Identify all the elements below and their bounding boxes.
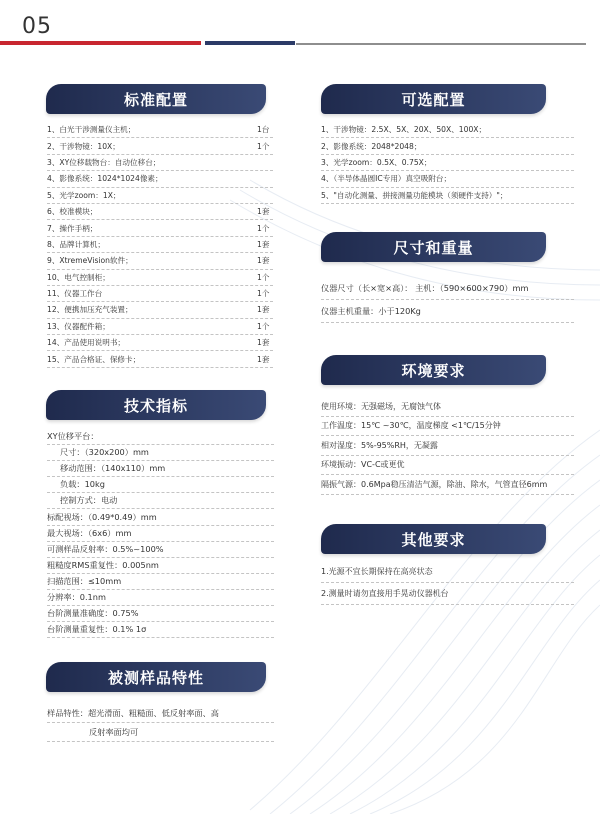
standard-config-item [47,188,273,204]
item-quantity: 1套 [257,305,270,315]
item-name: 3、XY位移载物台：自动位移台； [47,157,161,167]
sample-spec-header: 被测样品特性 [46,662,266,692]
standard-config-item [47,220,273,236]
other-requirements-header: 其他要求 [321,524,546,554]
item-name: 2、干涉物镜：10X； [47,141,120,151]
item-quantity: 1套 [257,207,270,217]
top-bar-grey-line [296,43,586,45]
sample-line-1: 样品特性：超光滑面、粗糙面、低反射率面、高 [47,704,274,723]
other-requirement-item: 1.光源不宜长期保持在高亮状态 [321,561,574,583]
standard-config-item [47,122,273,138]
environment-list [321,397,574,495]
size-weight-list [321,277,574,323]
item-quantity: 1台 [257,125,270,135]
environment-item: 环境振动：VC-C或更优 [321,456,574,476]
standard-config-item [47,253,273,269]
standard-config-item [47,319,273,335]
item-quantity: 1个 [257,272,270,282]
environment-item: 使用环境：无强磁场，无腐蚀气体 [321,397,574,417]
tech-spec-item: 可测样品反射率：0.5%~100% [47,542,274,558]
environment-item: 隔振气源：0.6Mpa稳压清洁气源，除油、除水，气管直径6mm [321,475,574,495]
tech-spec-item: 标配视场：（0.49*0.49）mm [47,509,274,525]
optional-config-item: 3、光学zoom：0.5X、0.75X； [321,155,574,171]
item-name: 1、白光干涉测量仪主机； [47,125,136,135]
item-quantity: 1个 [257,223,270,233]
standard-config-item [47,237,273,253]
tech-spec-item: 台阶测量重复性：0.1% 1σ [47,622,274,638]
optional-config-item: 4、（半导体晶圆IC专用）真空吸附台； [321,171,574,187]
item-name: 12、便携加压充气装置； [47,305,133,315]
environment-header: 环境要求 [321,355,546,385]
optional-config-list [321,122,574,204]
tech-spec-item: 分辨率：0.1nm [47,590,274,606]
tech-spec-item: 台阶测量准确度：0.75% [47,606,274,622]
tech-spec-item: 扫描范围：≤10mm [47,574,274,590]
standard-config-item [47,204,273,220]
item-name: 7、操作手柄； [47,223,98,233]
other-requirements-list [321,561,574,605]
item-name: 10、电气控制柜； [47,272,110,282]
tech-spec-item: 控制方式：电动 [47,493,274,509]
standard-config-list [47,122,273,368]
item-quantity: 1套 [257,338,270,348]
item-quantity: 1个 [257,321,270,331]
size-weight-item: 仪器尺寸（长×宽×高）： 主机：（590×600×790）mm [321,277,574,300]
standard-config-item [47,138,273,154]
item-name: 13、仪器配件箱； [47,321,110,331]
tech-spec-item: 粗糙度RMS重复性：0.005nm [47,558,274,574]
optional-config-header: 可选配置 [321,84,546,114]
page-number: 05 [22,14,52,39]
item-name: 15、产品合格证、保修卡； [47,354,141,364]
standard-config-item [47,335,273,351]
tech-spec-item: XY位移平台： [47,429,274,445]
item-quantity: 1个 [257,289,270,299]
tech-spec-item: 负载：10kg [47,477,274,493]
standard-config-header: 标准配置 [46,84,266,114]
item-quantity: 1套 [257,354,270,364]
standard-config-item [47,302,273,318]
standard-config-item [47,171,273,187]
top-bar-navy [205,41,295,45]
item-name: 5、光学zoom：1X； [47,190,121,200]
tech-spec-item: 最大视场：（6x6）mm [47,526,274,542]
item-quantity: 1套 [257,239,270,249]
optional-config-item: 1、干涉物镜：2.5X、5X、20X、50X、100X； [321,122,574,138]
standard-config-item [47,155,273,171]
other-requirement-item: 2.测量时请勿直接用手晃动仪器机台 [321,583,574,605]
size-weight-header: 尺寸和重量 [321,232,546,262]
optional-config-item: 2、影像系统：2048*2048； [321,138,574,154]
environment-item: 工作温度：15℃ ~30℃，温度梯度 <1℃/15分钟 [321,417,574,437]
item-name: 8、品牌计算机； [47,239,105,249]
item-name: 4、影像系统：1024*1024像素； [47,174,163,184]
item-name: 11、仪器工作台 [47,289,103,299]
item-quantity: 1套 [257,256,270,266]
item-quantity: 1个 [257,141,270,151]
tech-spec-item: 移动范围：（140x110）mm [47,461,274,477]
standard-config-item [47,286,273,302]
item-name: 6、校准模块； [47,207,98,217]
tech-spec-item: 尺寸：（320x200）mm [47,445,274,461]
tech-spec-list [47,429,274,638]
sample-line-2: 反射率面均可 [47,723,274,742]
sample-spec-list [47,704,274,742]
item-name: 14、产品使用说明书； [47,338,126,348]
size-weight-item: 仪器主机重量：小于120Kg [321,300,574,323]
tech-spec-header: 技术指标 [46,390,266,420]
top-bar-red [0,41,201,45]
standard-config-item [47,351,273,367]
item-name: 9、XtremeVision软件； [47,256,133,266]
environment-item: 相对湿度：5%-95%RH，无凝露 [321,436,574,456]
standard-config-item [47,270,273,286]
optional-config-item: 5、"自动化测量、拼接测量功能模块（须硬件支持）"； [321,188,574,204]
